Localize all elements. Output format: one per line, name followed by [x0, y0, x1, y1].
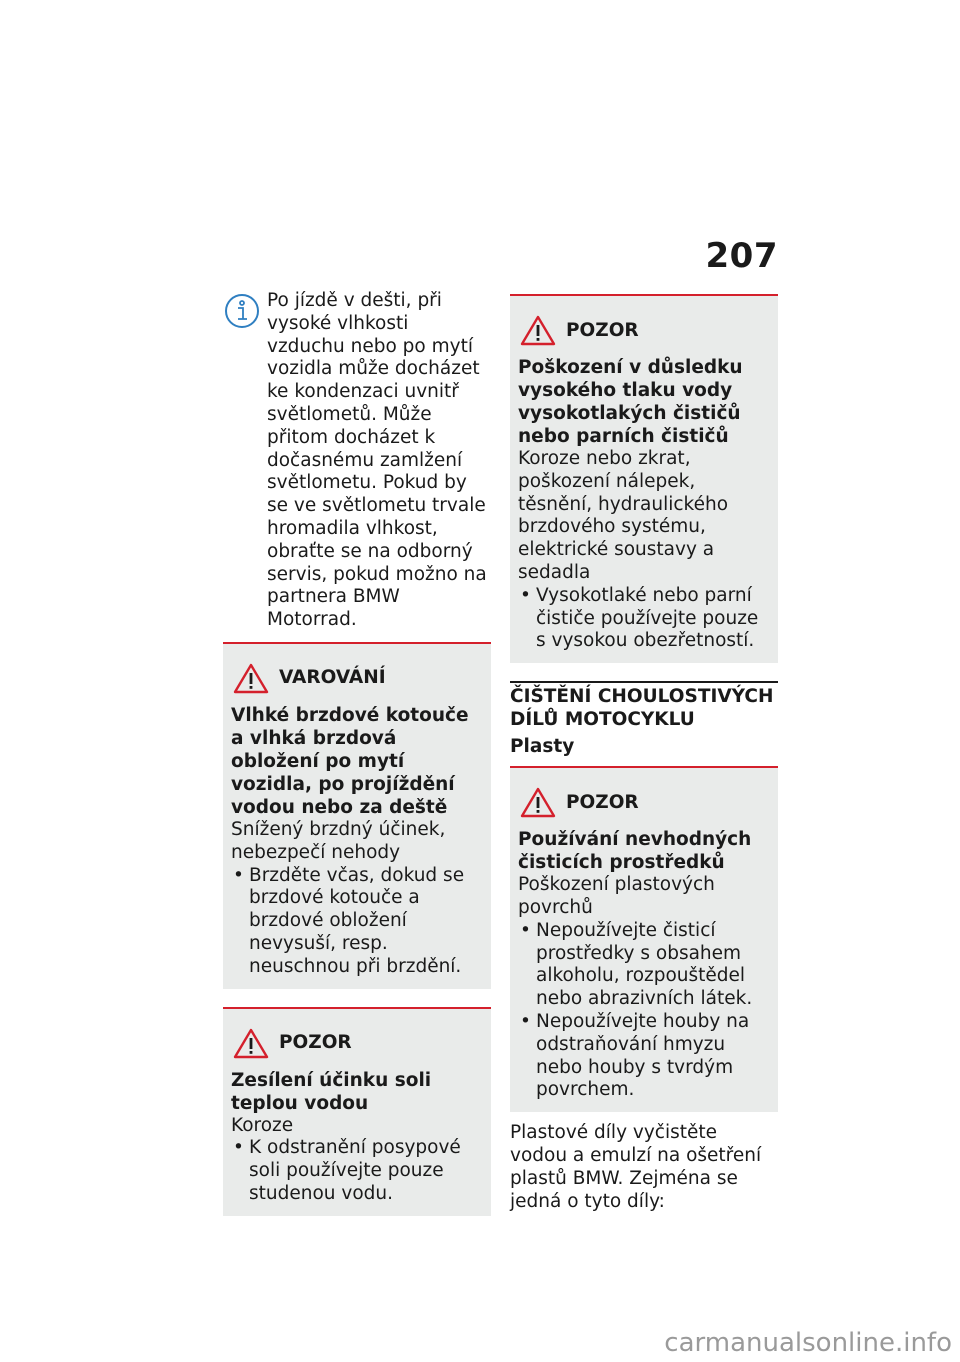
warning-triangle-icon [233, 662, 269, 694]
section-heading: ČIŠTĚNÍ CHOULOSTIVÝCH DÍLŮ MOTOCYKLU [510, 681, 778, 731]
callout-text: Koroze [231, 1114, 294, 1136]
callout-bullets [231, 1137, 483, 1205]
callout-bullets [518, 585, 770, 653]
callout-text: Poškození plastových povrchů [518, 874, 715, 918]
callout-label: VAROVÁNÍ [279, 667, 386, 689]
callout-title: Používání nevhodných čisticích prostředků [518, 829, 752, 874]
warning-triangle-icon [520, 314, 556, 346]
right-column [510, 290, 778, 1213]
callout-label: POZOR [279, 1032, 352, 1054]
closing-paragraph: Plastové díly vyčistěte vodou a emulzí na ošetření plastů BMW. Zejména se jedná o tyto díly: [510, 1122, 762, 1212]
callout-title: Zesílení účinku soli teplou vodou [231, 1069, 432, 1114]
callout-bullets [231, 865, 483, 979]
callout-text: Snížený brzdný účinek, nebezpečí nehody [231, 818, 446, 863]
left-column [223, 290, 491, 1216]
callout-header [520, 786, 770, 818]
bullet-item: • Brzděte včas, dokud se brzdové kotouče a brzdové obložení nevysuší, resp. neuschnou při brzdění. [231, 865, 483, 979]
callout-label: POZOR [566, 791, 639, 813]
watermark: carmanualsonline.info [664, 1328, 952, 1358]
callout-header [520, 314, 770, 346]
callout-text: Koroze nebo zkrat, poškození nálepek, těsnění, hydraulického brzdového systému, elektrické soustavy a sedadla [518, 448, 729, 583]
subheading: Plasty [510, 736, 575, 758]
caution-callout-cleaners [510, 766, 778, 1112]
callout-header [233, 662, 483, 694]
callout-label: POZOR [566, 319, 639, 341]
callout-title: Vlhké brzdové kotouče a vlhká brzdová obložení po mytí vozidla, po projíždění vodou nebo za deště [231, 704, 469, 818]
page-number: 207 [705, 236, 778, 276]
callout-header [233, 1027, 483, 1059]
callout-title: Poškození v důsledku vysokého tlaku vody vysokotlakých čističů nebo parních čističů [518, 357, 743, 447]
warning-triangle-icon [233, 1027, 269, 1059]
warning-triangle-icon [520, 786, 556, 818]
warning-callout-brakes [223, 642, 491, 989]
info-note [223, 290, 491, 632]
bullet-item: • Nepoužívejte houby na odstraňování hmyzu nebo houby s tvrdým povrchem. [518, 1011, 770, 1102]
callout-bullets [518, 920, 770, 1102]
info-icon [223, 292, 261, 330]
caution-callout-pressure [510, 294, 778, 663]
caution-callout-salt [223, 1007, 491, 1216]
bullet-item: • Nepoužívejte čisticí prostředky s obsahem alkoholu, rozpouštědel nebo abrazivních látek. [518, 920, 770, 1011]
info-note-text: Po jízdě v dešti, při vysoké vlhkosti vzduchu nebo po mytí vozidla může docházet ke kondenzaci uvnitř světlometů. Může přitom docházet k dočasnému zamlžení světlometu. Pokud by se ve světlometu trvale hromadila vlhkost, obraťte se na odborný servis, pokud možno na partnera BMW Motorrad. [267, 290, 487, 631]
bullet-item: • Vysokotlaké nebo parní čističe používejte pouze s vysokou obezřetností. [518, 585, 770, 653]
bullet-item: • K odstranění posypové soli používejte pouze studenou vodu. [231, 1137, 483, 1205]
